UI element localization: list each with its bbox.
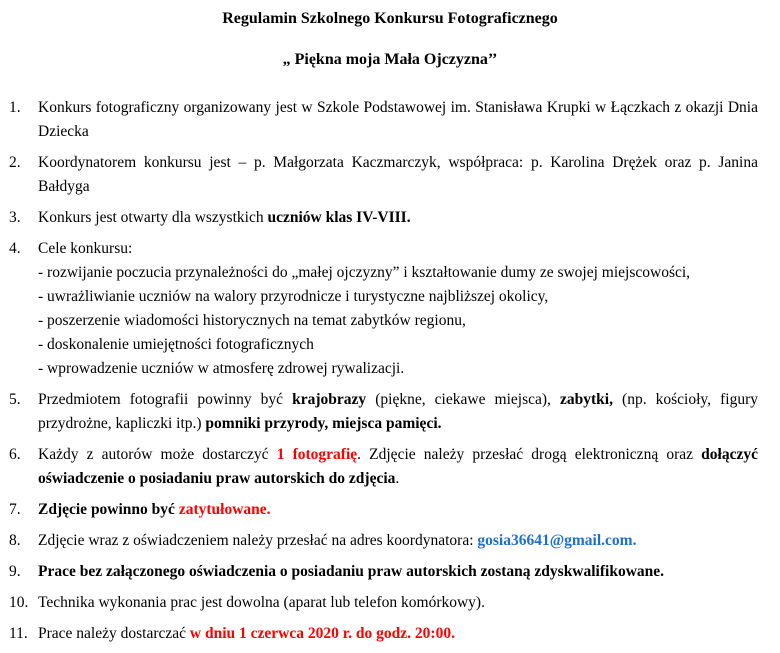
rule-text: Cele konkursu:: [38, 240, 133, 257]
rule-text-bold: Prace bez załączonego oświadczenia o posiadaniu praw autorskich zostaną zdyskwalifikowane.: [38, 563, 665, 580]
rule-text-bold: zabytki,: [559, 391, 613, 408]
rule-number: 3.: [9, 209, 21, 226]
rule-7: [0, 498, 780, 522]
rule-number: 11.: [9, 625, 28, 642]
rule-text: Zdjęcie wraz z oświadczeniem należy przesłać na adres koordynatora:: [38, 532, 478, 549]
rule-4: [0, 237, 780, 381]
rules-list: [0, 96, 780, 653]
rule-text: Koordynatorem konkursu jest – p. Małgorzata Kaczmarczyk, współpraca: p. Karolina Drężek oraz p. Janina Bałdyga: [38, 154, 758, 195]
rule-text: Przedmiotem fotografii powinny być: [38, 391, 293, 408]
rule-text: Technika wykonania prac jest dowolna (aparat lub telefon komórkowy).: [38, 594, 485, 611]
rule-text: Każdy z autorów może dostarczyć: [38, 446, 277, 463]
rule-text-bold: uczniów klas IV-VIII.: [267, 209, 411, 226]
goal-item: - doskonalenie umiejętności fotograficznych: [38, 336, 314, 353]
rule-11: [0, 622, 780, 646]
rule-text-bold: dołączyć oświadczenie o posiadaniu praw autorskich do zdjęcia: [38, 446, 758, 487]
rule-2: [0, 151, 780, 199]
rule-number: 8.: [9, 532, 21, 549]
rule-1: [0, 96, 780, 144]
rule-text: Konkurs fotograficzny organizowany jest w Szkole Podstawowej im. Stanisława Krupki w Łączkach z okazji Dnia Dziecka: [38, 99, 758, 140]
rule-number: 6.: [9, 446, 21, 463]
rule-3: [0, 206, 780, 230]
rule-text: .: [395, 470, 400, 487]
rule-text-highlight: w dniu 1 czerwca 2020 r. do godz. 20:00.: [189, 625, 455, 642]
coordinator-email: gosia36641@gmail.com.: [477, 532, 637, 549]
rule-text-highlight: zatytułowane.: [178, 501, 271, 518]
goal-item: - uwrażliwianie uczniów na walory przyrodnicze i turystyczne najbliższej okolicy,: [38, 288, 549, 305]
rule-8: [0, 529, 780, 553]
goal-item: - rozwijanie poczucia przynależności do „małej ojczyzny” i kształtowanie dumy ze swojej miejscowości,: [38, 264, 691, 281]
rule-number: 9.: [9, 563, 21, 580]
rule-6: [0, 443, 780, 491]
rule-text-bold: pomniki przyrody, miejsca pamięci.: [205, 415, 442, 432]
rule-number: 5.: [9, 391, 21, 408]
document-title: Regulamin Szkolnego Konkursu Fotograficznego: [222, 10, 558, 27]
rule-10: [0, 591, 780, 615]
rule-number: 10.: [9, 594, 29, 611]
rule-text: Konkurs jest otwarty dla wszystkich: [38, 209, 268, 226]
rule-number: 4.: [9, 240, 21, 257]
rule-number: 7.: [9, 501, 21, 518]
rule-text: (piękne, ciekawe miejsca),: [366, 391, 560, 408]
goal-item: - wprowadzenie uczniów w atmosferę zdrowej rywalizacji.: [38, 360, 405, 377]
rule-number: 1.: [9, 99, 21, 116]
rule-text: Prace należy dostarczać: [38, 625, 190, 642]
rule-text: . Zdjęcie należy przesłać drogą elektroniczną oraz: [357, 446, 702, 463]
rule-text: (np. kościoły, figury przydrożne, kapliczki itp.): [38, 391, 758, 432]
rule-text-highlight: 1 fotografię: [276, 446, 358, 463]
document-subtitle: „ Piękna moja Mała Ojczyzna’’: [282, 51, 498, 68]
goal-item: - poszerzenie wiadomości historycznych na temat zabytków regionu,: [38, 312, 466, 329]
rule-9: [0, 560, 780, 584]
rule-text-bold: Zdjęcie powinno być: [38, 501, 179, 518]
rule-5: [0, 388, 780, 436]
rule-number: 2.: [9, 154, 21, 171]
rule-text-bold: krajobrazy: [292, 391, 367, 408]
